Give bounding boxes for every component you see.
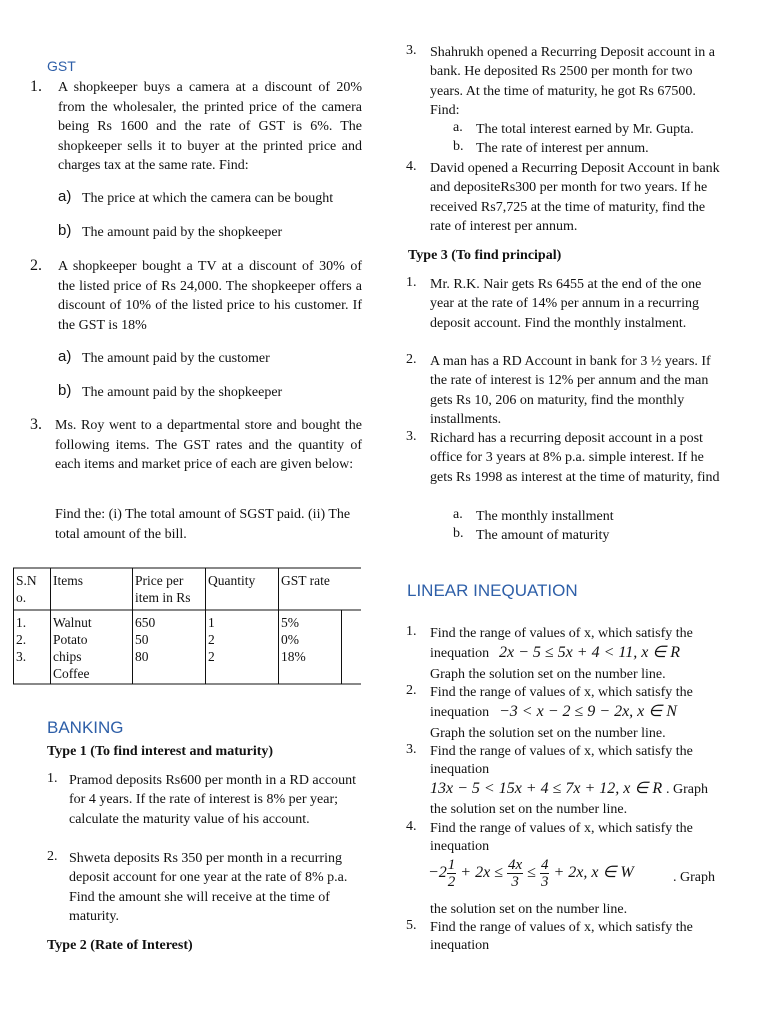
- table-cell: Coffee: [53, 666, 90, 681]
- table-cell: Potato: [53, 632, 88, 647]
- banking-t3-q2-text: A man has a RD Account in bank for 3 ½ years. If the rate of interest is 12% per annum and the man gets Rs 10, 206 on maturity, find the monthly installments.: [430, 354, 711, 427]
- table-cell: Walnut: [53, 615, 92, 630]
- linear-q3-prefix: Find the range of values of x, which satisfy the: [430, 744, 693, 759]
- table-cell: 2: [208, 649, 215, 664]
- banking-t2-q4-text: David opened a Recurring Deposit Account in bank and depositeRs300 per month for two years. If he received Rs7,725 at the time of maturity, find the rate of interest per annum.: [430, 161, 720, 234]
- banking-t3-sub-b-text: The amount of maturity: [476, 528, 610, 543]
- linear-q1-inequation-word: inequation: [430, 646, 490, 661]
- eq4-part-a: −2: [428, 864, 447, 882]
- linear-q5-number: 5.: [406, 918, 417, 933]
- banking-t2-q3-number: 3.: [406, 43, 417, 58]
- banking-heading: BANKING: [47, 718, 124, 737]
- banking-t2-q4-number: 4.: [406, 159, 417, 174]
- linear-q4-inequation-word: inequation: [430, 839, 490, 854]
- eq4-fraction-2: [507, 857, 523, 890]
- table-cell: 1: [208, 615, 215, 630]
- linear-q1-prefix: Find the range of values of x, which satisfy the: [430, 626, 693, 641]
- gst-q2-text: A shopkeeper bought a TV at a discount of 30% of the listed price of Rs 24,000. The shopkeeper offers a discount of 10% of the listed price to his customer. If the GST is 18%: [58, 259, 362, 333]
- linear-q3-equation: 13x − 5 < 15x + 4 ≤ 7x + 12, x ∈ R: [430, 780, 663, 797]
- banking-t3-sub-a-label: a.: [453, 507, 463, 522]
- banking-t3-q3-text: Richard has a recurring deposit account in a post office for 3 years at 8% p.a. simple interest. If he gets Rs 1998 as interest at the time of maturity, find: [430, 431, 720, 485]
- eq4-f1-numerator: 1: [447, 857, 456, 873]
- linear-q5-inequation-word: inequation: [430, 938, 490, 953]
- gst-q1-text: A shopkeeper buys a camera at a discount of 20% from the wholesaler, the printed price of the camera being Rs 1600 and the rate of GST is 6%. The shopkeeper sells it to buyer at the printed price and charges tax at the same rate. Find:: [58, 80, 362, 173]
- banking-t2-sub-b-text: The rate of interest per annum.: [476, 141, 649, 156]
- gst-q2-a-text: The amount paid by the customer: [82, 351, 270, 366]
- linear-q4-prefix: Find the range of values of x, which satisfy the: [430, 821, 693, 836]
- banking-t1-q2-number: 2.: [47, 849, 58, 864]
- table-header-price: Price per item in Rs: [135, 573, 191, 605]
- gst-q1-a-text: The price at which the camera can be bought: [82, 191, 334, 206]
- banking-t3-sub-a-text: The monthly installment: [476, 509, 614, 524]
- eq4-f3-denominator: 3: [540, 874, 549, 890]
- eq4-part-d: + 2x, x ∈ W: [553, 864, 634, 882]
- eq4-part-c: ≤: [527, 864, 536, 882]
- banking-t2-sub-a-label: a.: [453, 120, 463, 135]
- gst-q1-number: 1.: [30, 78, 42, 95]
- eq4-f2-denominator: 3: [511, 874, 519, 890]
- eq4-fraction-1: [447, 857, 457, 890]
- linear-q2-graph: Graph the solution set on the number line.: [430, 726, 666, 741]
- linear-q2-equation: −3 < x − 2 ≤ 9 − 2x, x ∈ N: [499, 703, 677, 720]
- linear-q3-inequation-word: inequation: [430, 762, 490, 777]
- gst-q1-b-text: The amount paid by the shopkeeper: [82, 225, 283, 240]
- banking-t2-sub-a-text: The total interest earned by Mr. Gupta.: [476, 122, 694, 137]
- eq4-f3-numerator: 4: [540, 857, 549, 873]
- table-cell: 0%: [281, 632, 299, 647]
- banking-type2-heading: Type 2 (Rate of Interest): [47, 938, 193, 953]
- gst-q3-text: Ms. Roy went to a departmental store and bought the following items. The GST rates and the quantity of each items and market price of each are given below:: [55, 418, 362, 472]
- gst-q3-find: Find the: (i) The total amount of SGST paid. (ii) The total amount of the bill.: [55, 507, 351, 542]
- table-col-price: [135, 614, 155, 665]
- table-cell: 50: [135, 632, 149, 647]
- table-col-rate: [281, 614, 306, 665]
- table-cell: 80: [135, 649, 149, 664]
- banking-type1-heading: Type 1 (To find interest and maturity): [47, 744, 274, 759]
- table-header-gst-rate: GST rate: [281, 573, 330, 588]
- table-cell: chips: [53, 649, 82, 664]
- linear-q1-equation: 2x − 5 ≤ 5x + 4 < 11, x ∈ R: [499, 644, 680, 661]
- table-cell: 1.: [16, 615, 27, 630]
- linear-q5-prefix: Find the range of values of x, which satisfy the: [430, 920, 693, 935]
- table-cell: 3.: [16, 649, 27, 664]
- linear-q2-inequation-word: inequation: [430, 705, 490, 720]
- table-cell: 650: [135, 615, 156, 630]
- linear-q3-solution: the solution set on the number line.: [430, 802, 628, 817]
- linear-q1-number: 1.: [406, 624, 417, 639]
- linear-q4-solution: the solution set on the number line.: [430, 902, 628, 917]
- table-col-items: [53, 614, 92, 682]
- linear-inequation-heading: LINEAR INEQUATION: [407, 581, 578, 600]
- table-cell: 2.: [16, 632, 27, 647]
- banking-t1-q2-text: Shweta deposits Rs 350 per month in a recurring deposit account for one year at the rate of 8% p.a. Find the amount she will receive at the time of maturity.: [69, 851, 348, 924]
- banking-t3-sub-b-label: b.: [453, 526, 464, 541]
- linear-q1-graph: Graph the solution set on the number line.: [430, 667, 666, 682]
- table-col-quantity: [208, 614, 215, 665]
- banking-type3-heading: Type 3 (To find principal): [408, 248, 562, 263]
- gst-q2-number: 2.: [30, 257, 42, 274]
- gst-q3-number: 3.: [30, 416, 42, 433]
- table-cell: 18%: [281, 649, 306, 664]
- banking-t1-q1-number: 1.: [47, 771, 58, 786]
- gst-q1-a-label: a): [58, 188, 72, 205]
- linear-q4-equation: [428, 857, 634, 890]
- linear-q4-number: 4.: [406, 819, 417, 834]
- table-header-items: Items: [53, 573, 83, 588]
- eq4-fraction-3: [540, 857, 550, 890]
- banking-t2-q3-text: Shahrukh opened a Recurring Deposit account in a bank. He deposited Rs 2500 per month for two years. At the time of maturity, he got Rs 67500. Find:: [430, 45, 715, 118]
- linear-q3-number: 3.: [406, 742, 417, 757]
- table-col-sno: [16, 614, 26, 665]
- table-header-quantity: Quantity: [208, 573, 256, 588]
- gst-q2-a-label: a): [58, 348, 72, 365]
- gst-q2-b-text: The amount paid by the shopkeeper: [82, 385, 283, 400]
- gst-q1-b-label: b): [58, 222, 72, 239]
- linear-q3-graph-word: . Graph: [666, 782, 708, 797]
- eq4-part-b: + 2x ≤: [460, 864, 503, 882]
- banking-t2-sub-b-label: b.: [453, 139, 464, 154]
- gst-q2-b-label: b): [58, 382, 72, 399]
- gst-heading: GST: [47, 58, 76, 74]
- table-cell: 5%: [281, 615, 299, 630]
- eq4-f2-numerator: 4x: [507, 857, 523, 873]
- table-header-sno: S.N o.: [16, 573, 37, 605]
- table-cell: 2: [208, 632, 215, 647]
- banking-t3-q1-text: Mr. R.K. Nair gets Rs 6455 at the end of the one year at the rate of 14% per annum in a recurring deposit account. Find the monthly instalment.: [430, 277, 702, 331]
- banking-t3-q3-number: 3.: [406, 429, 417, 444]
- banking-t1-q1-text: Pramod deposits Rs600 per month in a RD account for 4 years. If the rate of interest is 8% per year; calculate the maturity value of his account.: [69, 773, 356, 827]
- eq4-f1-denominator: 2: [447, 874, 456, 890]
- banking-t3-q1-number: 1.: [406, 275, 417, 290]
- linear-q4-graph-word: . Graph: [673, 870, 715, 885]
- banking-t3-q2-number: 2.: [406, 352, 417, 367]
- linear-q2-number: 2.: [406, 683, 417, 698]
- linear-q2-prefix: Find the range of values of x, which satisfy the: [430, 685, 693, 700]
